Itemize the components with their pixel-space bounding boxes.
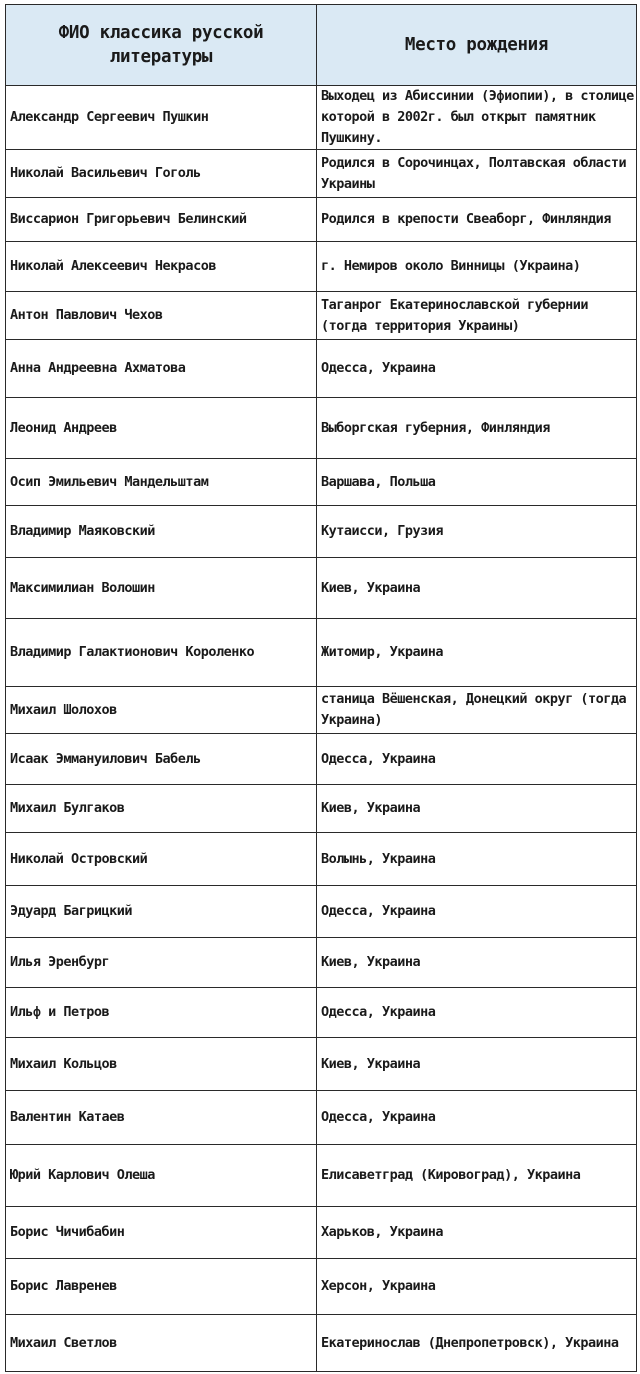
table-row [6, 833, 637, 886]
table-row [6, 988, 637, 1038]
birthplace: Одесса, Украина [317, 340, 637, 398]
table-row [6, 1038, 637, 1091]
author-name: Эдуард Багрицкий [6, 886, 317, 938]
table-row [6, 292, 637, 340]
author-name: Леонид Андреев [6, 398, 317, 459]
table-row [6, 1259, 637, 1315]
header-row [6, 5, 637, 86]
birthplace: Родился в крепости Свеаборг, Финляндия [317, 198, 637, 242]
birthplace: Харьков, Украина [317, 1207, 637, 1259]
birthplace: Одесса, Украина [317, 886, 637, 938]
birthplace: Выборгская губерния, Финляндия [317, 398, 637, 459]
table-row [6, 687, 637, 734]
table-row [6, 886, 637, 938]
table-row [6, 558, 637, 619]
author-name: Михаил Светлов [6, 1315, 317, 1372]
table-row [6, 150, 637, 198]
author-name: Михаил Булгаков [6, 785, 317, 833]
birthplace: Одесса, Украина [317, 1091, 637, 1145]
author-name: Николай Васильевич Гоголь [6, 150, 317, 198]
author-name: Михаил Шолохов [6, 687, 317, 734]
author-name: Борис Лавренев [6, 1259, 317, 1315]
author-name: Осип Эмильевич Мандельштам [6, 459, 317, 506]
author-name: Исаак Эммануилович Бабель [6, 734, 317, 785]
author-name: Ильф и Петров [6, 988, 317, 1038]
table-row [6, 198, 637, 242]
birthplace: Елисаветград (Кировоград), Украина [317, 1145, 637, 1207]
table-row [6, 86, 637, 150]
table-row [6, 938, 637, 988]
birthplace: Родился в Сорочинцах, Полтавская области Украины [317, 150, 637, 198]
birthplace: Киев, Украина [317, 558, 637, 619]
author-name: Максимилиан Волошин [6, 558, 317, 619]
birthplace: Таганрог Екатеринославской губернии (тогда территория Украины) [317, 292, 637, 340]
author-name: Александр Сергеевич Пушкин [6, 86, 317, 150]
table-row [6, 785, 637, 833]
table-row [6, 1091, 637, 1145]
birthplace-table [5, 4, 637, 1372]
author-name: Борис Чичибабин [6, 1207, 317, 1259]
birthplace: станица Вёшенская, Донецкий округ (тогда Украина) [317, 687, 637, 734]
birthplace: Киев, Украина [317, 1038, 637, 1091]
birthplace: Киев, Украина [317, 785, 637, 833]
author-name: Илья Эренбург [6, 938, 317, 988]
table-header [6, 5, 637, 86]
birthplace: Варшава, Польша [317, 459, 637, 506]
author-name: Анна Андреевна Ахматова [6, 340, 317, 398]
birthplace: Екатеринослав (Днепропетровск), Украина [317, 1315, 637, 1372]
table-row [6, 1315, 637, 1372]
author-name: Владимир Маяковский [6, 506, 317, 558]
author-name: Николай Островский [6, 833, 317, 886]
birthplace: Киев, Украина [317, 938, 637, 988]
birthplace: Херсон, Украина [317, 1259, 637, 1315]
table-row [6, 506, 637, 558]
author-name: Юрий Карлович Олеша [6, 1145, 317, 1207]
table-row [6, 1207, 637, 1259]
birthplace: Одесса, Украина [317, 734, 637, 785]
birthplace: Житомир, Украина [317, 619, 637, 687]
header-birthplace-column: Место рождения [317, 5, 637, 86]
author-name: Николай Алексеевич Некрасов [6, 242, 317, 292]
table-row [6, 1145, 637, 1207]
author-name: Михаил Кольцов [6, 1038, 317, 1091]
table-row [6, 340, 637, 398]
birthplace: г. Немиров около Винницы (Украина) [317, 242, 637, 292]
birthplace: Волынь, Украина [317, 833, 637, 886]
table-body [6, 86, 637, 1372]
author-name: Валентин Катаев [6, 1091, 317, 1145]
birthplace: Выходец из Абиссинии (Эфиопии), в столице которой в 2002г. был открыт памятник Пушкину. [317, 86, 637, 150]
author-name: Антон Павлович Чехов [6, 292, 317, 340]
birthplace: Одесса, Украина [317, 988, 637, 1038]
author-name: Владимир Галактионович Короленко [6, 619, 317, 687]
birthplace: Кутаисси, Грузия [317, 506, 637, 558]
table-row [6, 459, 637, 506]
author-name: Виссарион Григорьевич Белинский [6, 198, 317, 242]
table-row [6, 619, 637, 687]
table-row [6, 398, 637, 459]
table-row [6, 734, 637, 785]
header-name-column: ФИО классика русской литературы [6, 5, 317, 86]
table-row [6, 242, 637, 292]
